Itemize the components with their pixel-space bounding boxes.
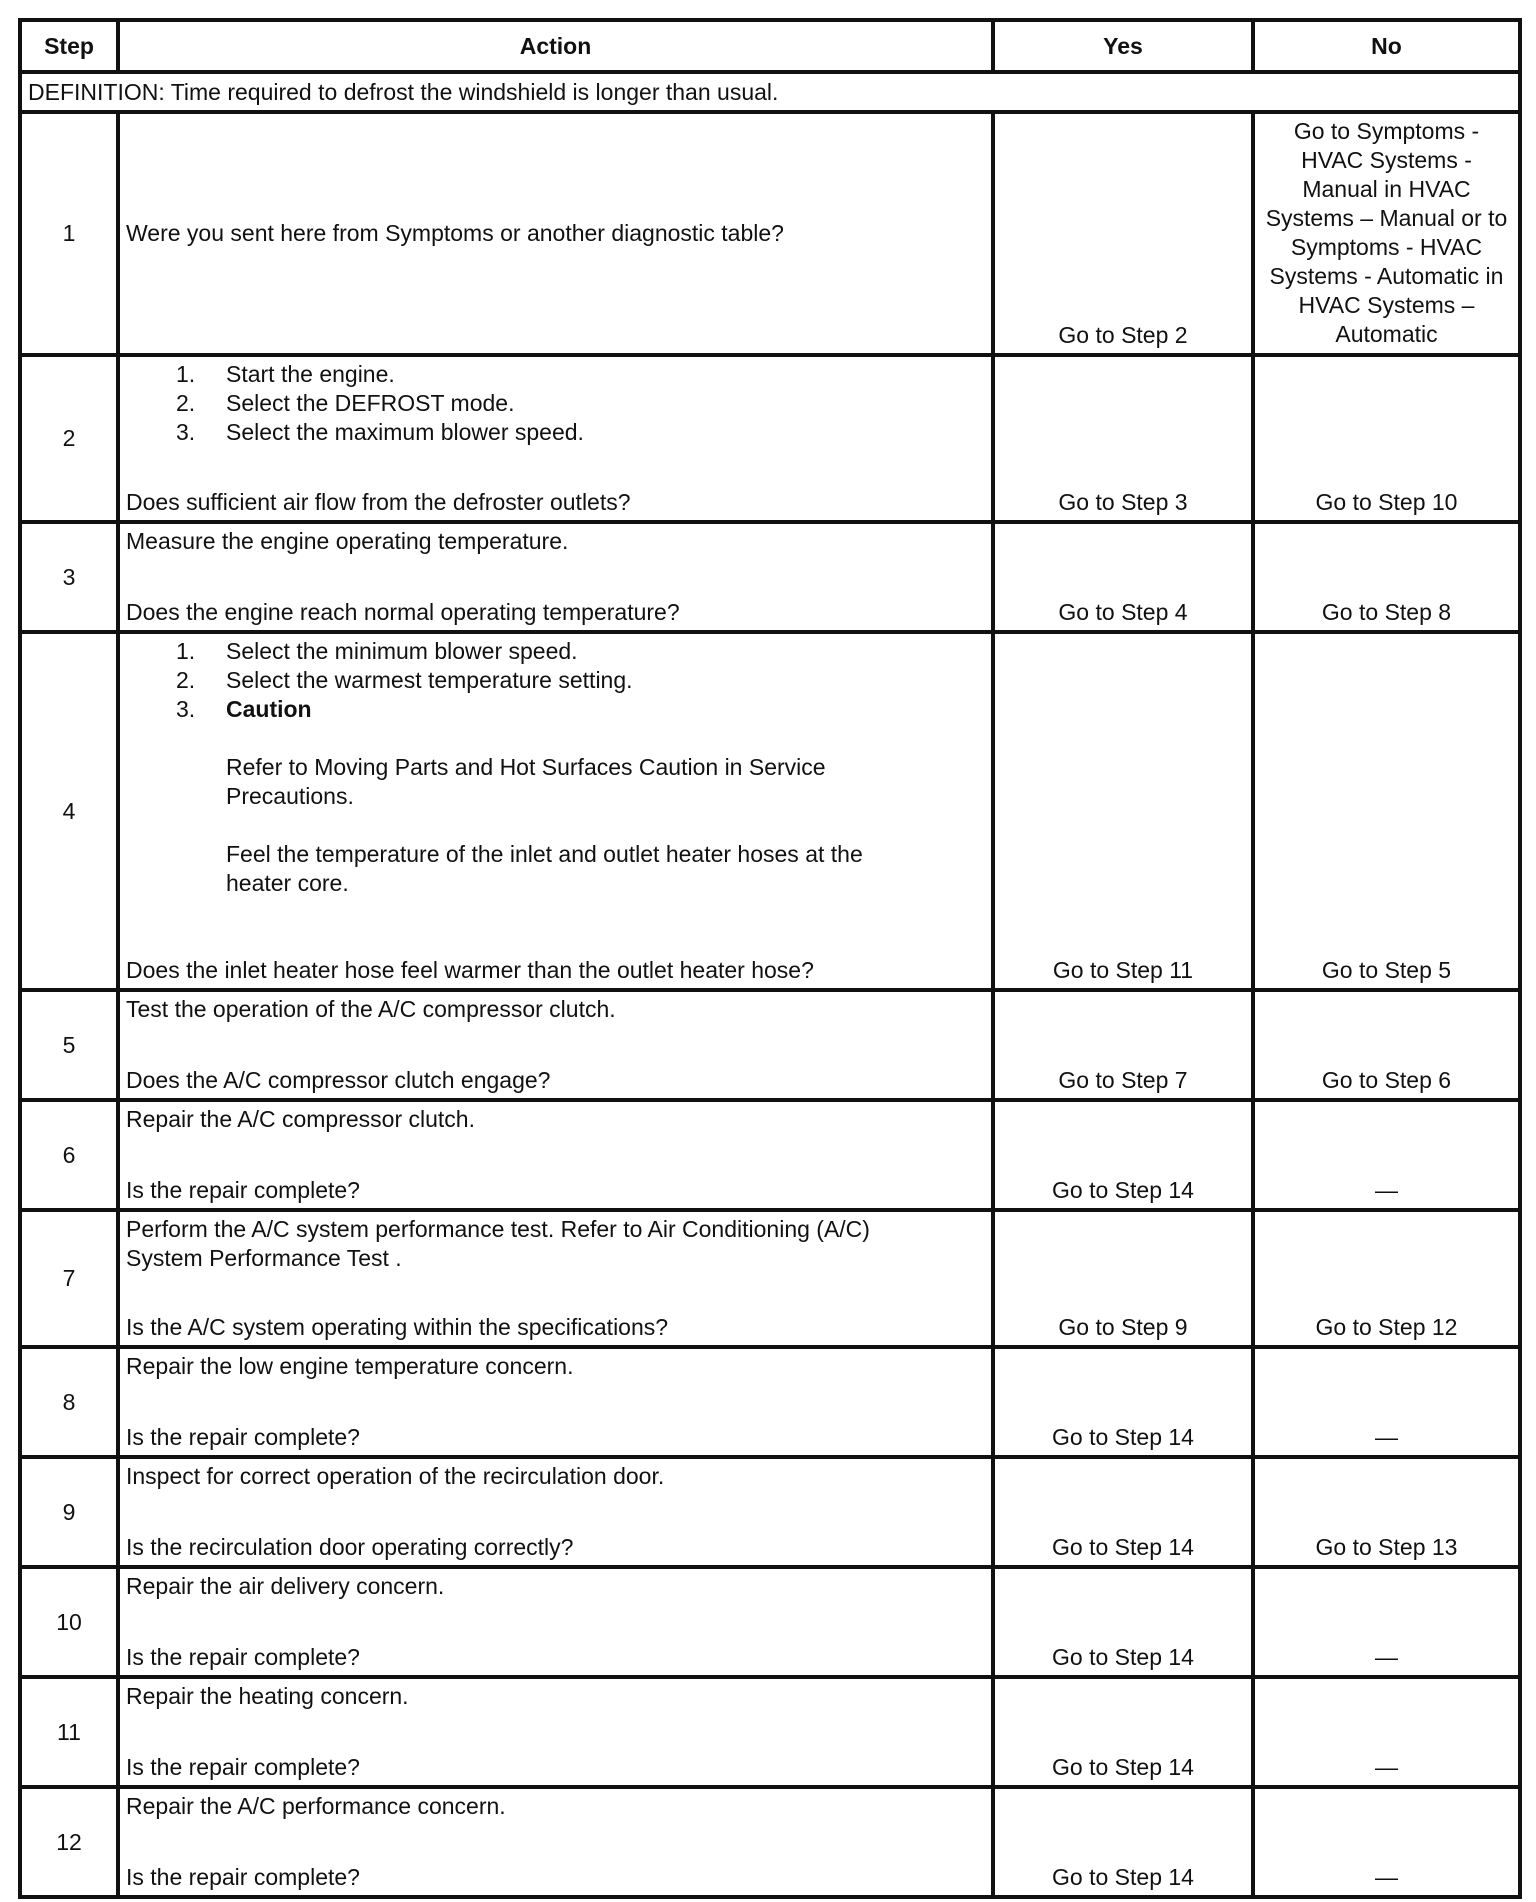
definition-text: DEFINITION: Time required to defrost the windshield is longer than usual. xyxy=(20,72,1520,112)
step-row xyxy=(20,1457,1520,1567)
step-action-cell xyxy=(118,1457,993,1567)
step-instruction: Repair the low engine temperature concern. xyxy=(126,1353,574,1379)
step-instruction: Repair the A/C performance concern. xyxy=(126,1793,506,1819)
list-item: 2. Select the warmest temperature setting. xyxy=(176,667,633,693)
header-step: Step xyxy=(20,20,118,72)
step-number: 2 xyxy=(20,355,118,522)
yes-action: Go to Step 14 xyxy=(993,1677,1253,1787)
step-instruction: Repair the A/C compressor clutch. xyxy=(126,1106,475,1132)
step-number: 1 xyxy=(20,112,118,355)
step-question: Does the inlet heater hose feel warmer than the outlet heater hose? xyxy=(126,957,814,983)
yes-action: Go to Step 14 xyxy=(993,1100,1253,1210)
step-action-cell xyxy=(118,1677,993,1787)
step-row xyxy=(20,1210,1520,1347)
step-instruction: Perform the A/C system performance test. Refer to Air Conditioning (A/C) System Performance Test . xyxy=(126,1216,870,1271)
step-number: 10 xyxy=(20,1567,118,1677)
step-instruction: Repair the air delivery concern. xyxy=(126,1573,445,1599)
no-action: Go to Step 10 xyxy=(1253,355,1520,522)
step-number: 5 xyxy=(20,990,118,1100)
step-action-cell xyxy=(118,1100,993,1210)
yes-action: Go to Step 14 xyxy=(993,1457,1253,1567)
step-row xyxy=(20,1787,1520,1897)
no-action: Go to Symptoms - HVAC Systems - Manual in HVAC Systems – Manual or to Symptoms - HVAC Systems - Automatic in HVAC Systems – Automatic xyxy=(1253,112,1520,355)
step-question: Is the A/C system operating within the specifications? xyxy=(126,1314,669,1340)
step-number: 6 xyxy=(20,1100,118,1210)
yes-action: Go to Step 11 xyxy=(993,632,1253,990)
no-action: — xyxy=(1253,1787,1520,1897)
step-row xyxy=(20,990,1520,1100)
no-action: Go to Step 13 xyxy=(1253,1457,1520,1567)
step-question: Is the repair complete? xyxy=(126,1177,360,1203)
step-number: 3 xyxy=(20,522,118,632)
procedure-list xyxy=(126,360,985,447)
step-question: Does the A/C compressor clutch engage? xyxy=(126,1067,551,1093)
step-question: Does sufficient air flow from the defroster outlets? xyxy=(126,489,631,515)
step-row xyxy=(20,1100,1520,1210)
list-item: 1. Select the minimum blower speed. xyxy=(176,638,578,664)
yes-action: Go to Step 7 xyxy=(993,990,1253,1100)
step-row xyxy=(20,112,1520,355)
step-question: Is the repair complete? xyxy=(126,1864,360,1890)
definition-row xyxy=(20,72,1520,112)
caution-heading: Caution xyxy=(226,696,312,722)
step-number: 4 xyxy=(20,632,118,990)
no-action: — xyxy=(1253,1347,1520,1457)
no-action: Go to Step 12 xyxy=(1253,1210,1520,1347)
header-no: No xyxy=(1253,20,1520,72)
step-instruction: Inspect for correct operation of the recirculation door. xyxy=(126,1463,665,1489)
header-yes: Yes xyxy=(993,20,1253,72)
list-item: 3. Select the maximum blower speed. xyxy=(176,419,584,445)
step-question: Is the repair complete? xyxy=(126,1424,360,1450)
step-action-cell xyxy=(118,1567,993,1677)
step-question: Is the repair complete? xyxy=(126,1754,360,1780)
procedure-list xyxy=(126,637,985,724)
no-action: Go to Step 6 xyxy=(1253,990,1520,1100)
list-item: 1. Start the engine. xyxy=(176,361,395,387)
step-question: Does the engine reach normal operating temperature? xyxy=(126,599,680,625)
header-row xyxy=(20,20,1520,72)
step-action-cell xyxy=(118,355,993,522)
step-action-cell xyxy=(118,1347,993,1457)
step-row xyxy=(20,1677,1520,1787)
step-number: 7 xyxy=(20,1210,118,1347)
step-row xyxy=(20,632,1520,990)
step-action-cell xyxy=(118,1210,993,1347)
step-question: Is the recirculation door operating correctly? xyxy=(126,1534,574,1560)
caution-text: Refer to Moving Parts and Hot Surfaces Caution in Service Precautions. xyxy=(226,754,826,809)
yes-action: Go to Step 4 xyxy=(993,522,1253,632)
step-instruction: Repair the heating concern. xyxy=(126,1683,409,1709)
header-action: Action xyxy=(118,20,993,72)
step-instruction: Test the operation of the A/C compressor clutch. xyxy=(126,996,616,1022)
step-row xyxy=(20,1347,1520,1457)
yes-action: Go to Step 14 xyxy=(993,1567,1253,1677)
no-action: — xyxy=(1253,1567,1520,1677)
step-action-cell xyxy=(118,1787,993,1897)
step-question: Were you sent here from Symptoms or another diagnostic table? xyxy=(118,112,993,355)
yes-action: Go to Step 2 xyxy=(993,112,1253,355)
step-number: 12 xyxy=(20,1787,118,1897)
feel-instruction: Feel the temperature of the inlet and outlet heater hoses at the heater core. xyxy=(226,841,863,896)
step-number: 11 xyxy=(20,1677,118,1787)
no-action: — xyxy=(1253,1100,1520,1210)
step-action-cell xyxy=(118,632,993,990)
list-item: 2. Select the DEFROST mode. xyxy=(176,390,515,416)
step-action-cell xyxy=(118,522,993,632)
yes-action: Go to Step 14 xyxy=(993,1787,1253,1897)
step-row xyxy=(20,1567,1520,1677)
diagnostic-table xyxy=(18,18,1522,1899)
yes-action: Go to Step 14 xyxy=(993,1347,1253,1457)
yes-action: Go to Step 9 xyxy=(993,1210,1253,1347)
step-row xyxy=(20,355,1520,522)
yes-action: Go to Step 3 xyxy=(993,355,1253,522)
list-item: 3. Caution xyxy=(176,696,312,722)
step-number: 9 xyxy=(20,1457,118,1567)
step-number: 8 xyxy=(20,1347,118,1457)
step-action-cell xyxy=(118,990,993,1100)
step-row xyxy=(20,522,1520,632)
step-instruction: Measure the engine operating temperature. xyxy=(126,528,569,554)
no-action: Go to Step 5 xyxy=(1253,632,1520,990)
step-question: Is the repair complete? xyxy=(126,1644,360,1670)
no-action: — xyxy=(1253,1677,1520,1787)
no-action: Go to Step 8 xyxy=(1253,522,1520,632)
